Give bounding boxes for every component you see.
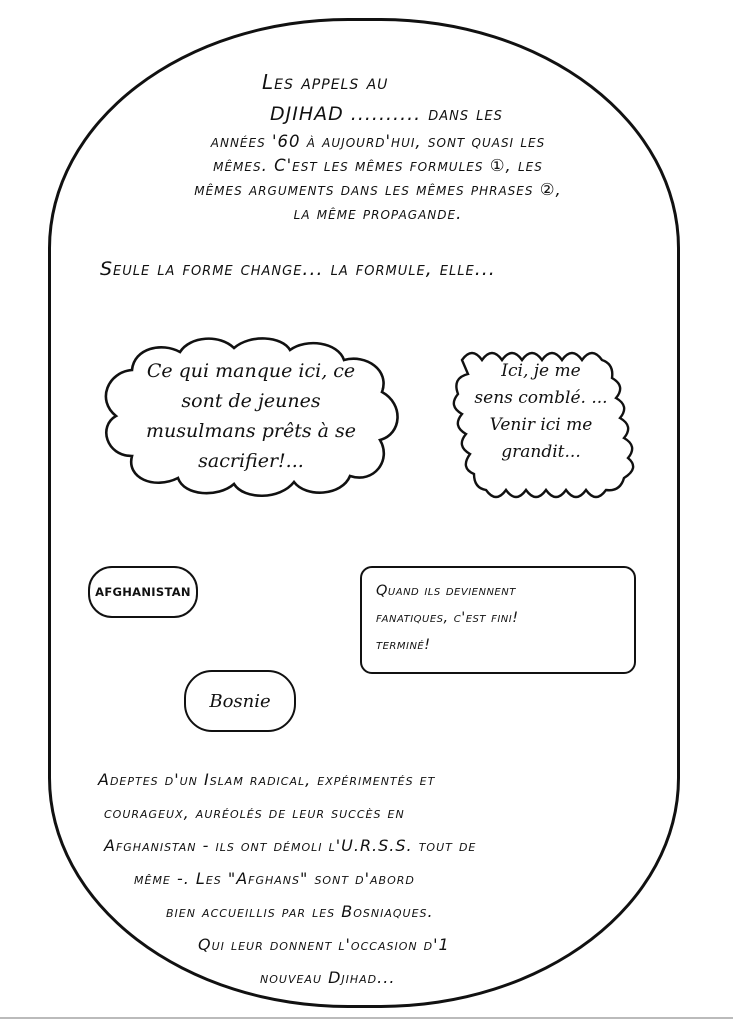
bubble-left-line: musulmans prêts à se <box>146 420 356 442</box>
bubble-right-line: grandit... <box>501 442 581 462</box>
quand-line: terminé! <box>376 637 431 653</box>
heading-line-1: Les appels au <box>262 70 389 94</box>
bubble-right-line: Ici, je me <box>501 361 581 381</box>
bubble-left-line: Ce qui manque ici, ce <box>146 360 356 382</box>
adeptes-line: Afghanistan - ils ont démoli l'U.R.S.S. tout de <box>104 836 477 855</box>
bubble-right-text <box>444 358 638 466</box>
adeptes-line: Adeptes d'un Islam radical, expérimentés et <box>98 770 436 789</box>
afghanistan-label: AFGHANISTAN <box>88 566 198 618</box>
page-bottom-rule <box>0 1017 733 1019</box>
adeptes-line: courageux, auréolés de leur succès en <box>104 803 405 822</box>
thought-bubble-right <box>432 332 650 502</box>
intro-line: la même propagande. <box>293 204 463 223</box>
bubble-left-line: sacrifier!... <box>198 450 304 472</box>
bubble-right-line: Venir ici me <box>489 415 593 435</box>
intro-line: mêmes. C'est les mêmes formules ①, les <box>213 156 543 175</box>
bubble-left-line: sont de jeunes <box>181 390 321 412</box>
bubble-right-line: sens comblé. ... <box>474 388 608 408</box>
intro-text <box>118 130 638 226</box>
heading-line-2: DJIHAD .......... dans les <box>270 103 503 125</box>
bosnie-label: Bosnie <box>184 670 296 732</box>
bubble-left-text <box>110 356 392 476</box>
adeptes-line: nouveau Djihad... <box>260 968 396 987</box>
intro-line: mêmes arguments dans les mêmes phrases ②, <box>194 180 562 199</box>
adeptes-line: Qui leur donnent l'occasion d'1 <box>198 935 450 954</box>
quand-line: fanatiques, c'est fini! <box>376 610 519 626</box>
adeptes-line: bien accueillis par les Bosniaques. <box>166 902 434 921</box>
fanatiques-caption-box <box>360 566 636 674</box>
adeptes-paragraph <box>98 763 658 994</box>
intro-line: années '60 à aujourd'hui, sont quasi les <box>210 132 546 151</box>
seule-caption: Seule la forme change... la formule, elle... <box>100 258 496 280</box>
adeptes-line: même -. Les "Afghans" sont d'abord <box>134 869 415 888</box>
quand-line: Quand ils deviennent <box>376 583 516 599</box>
thought-bubble-left <box>92 330 410 500</box>
